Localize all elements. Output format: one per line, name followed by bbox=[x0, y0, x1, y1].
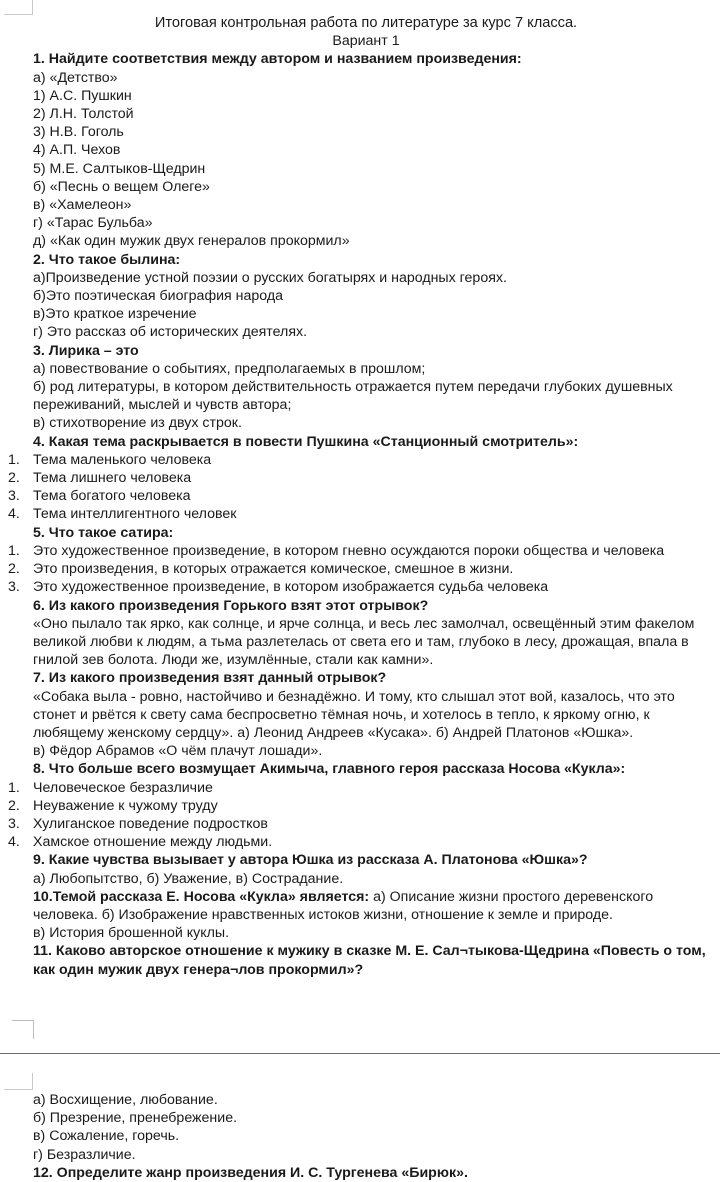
option-text: Тема интеллигентного человек bbox=[33, 506, 237, 523]
q1-line: 4) А.П. Чехов bbox=[33, 142, 121, 159]
question-10-block bbox=[0, 888, 720, 924]
question-4: 4. Какая тема раскрывается в повести Пушкина «Станционный смотритель»: bbox=[33, 433, 579, 450]
question-10: 10.Темой рассказа Е. Носова «Кукла» является: bbox=[33, 888, 370, 905]
option-number: 4. bbox=[8, 506, 20, 523]
q5-option bbox=[0, 578, 720, 596]
q8-option bbox=[0, 815, 720, 833]
document-title: Итоговая контрольная работа по литературе за курс 7 класса. bbox=[154, 15, 578, 31]
q3-option: в) стихотворение из двух строк. bbox=[33, 415, 242, 432]
q11-option: в) Сожаление, горечь. bbox=[33, 1128, 180, 1145]
option-number: 1. bbox=[8, 451, 20, 468]
question-3: 3. Лирика – это bbox=[33, 342, 139, 359]
q1-line: г) «Тарас Бульба» bbox=[33, 215, 153, 232]
q5-option bbox=[0, 542, 720, 560]
option-text: Хамское отношение между людьми. bbox=[33, 834, 273, 851]
page-break-divider bbox=[0, 1053, 720, 1054]
q3-option: б) род литературы, в котором действительность отражается путем передачи глубоких душевных переживаний, мыслей и чувств автора; bbox=[33, 379, 673, 414]
option-number: 3. bbox=[8, 815, 20, 832]
option-text: Это произведения, в которых отражается комическое, смешное в жизни. bbox=[33, 561, 514, 578]
question-5: 5. Что такое сатира: bbox=[33, 524, 174, 541]
option-number: 4. bbox=[8, 834, 20, 851]
q1-line: 1) А.С. Пушкин bbox=[33, 87, 132, 104]
option-text: Это художественное произведение, в котором изображается судьба человека bbox=[33, 579, 549, 596]
q10-options: а) Описание жизни простого деревенского человека. б) Изображение нравственных истоков жизни, отношение к земле и природе. bbox=[33, 888, 654, 923]
q8-option bbox=[0, 797, 720, 815]
document-page-1 bbox=[0, 14, 720, 979]
option-text: Тема богатого человека bbox=[33, 488, 191, 505]
question-12: 12. Определите жанр произведения И. С. Тургенева «Бирюк». bbox=[33, 1164, 468, 1181]
option-text: Человеческое безразличие bbox=[33, 779, 213, 796]
option-text: Тема маленького человека bbox=[33, 451, 212, 468]
question-1: 1. Найдите соответствия между автором и названием произведения: bbox=[33, 51, 522, 68]
document-page-2 bbox=[0, 1091, 720, 1182]
q3-option: а) повествование о событиях, предполагаемых в прошлом; bbox=[33, 360, 426, 377]
q6-excerpt: «Оно пылало так ярко, как солнце, и ярче солнца, и весь лес замолчал, освещённый этим факелом великой любви к людям, а тьма разлетелась от света его и там, глубоко в лесу, дрожащая, впала в гнилой зев болота. Люди же, изумлённые, стали как камни». bbox=[33, 615, 695, 669]
question-8: 8. Что больше всего возмущает Акимыча, главного героя рассказа Носова «Кукла»: bbox=[33, 761, 626, 778]
option-number: 1. bbox=[8, 779, 20, 796]
q2-option: б)Это поэтическая биография народа bbox=[33, 288, 284, 305]
q8-option bbox=[0, 779, 720, 797]
q4-option bbox=[0, 487, 720, 505]
question-11: 11. Каково авторское отношение к мужику в сказке М. Е. Сал¬тыкова-Щедрина «Повесть о том, как один мужик двух генера¬лов прокормил»? bbox=[33, 943, 706, 978]
option-number: 2. bbox=[8, 561, 20, 578]
q8-option bbox=[0, 833, 720, 851]
q11-option: б) Презрение, пренебрежение. bbox=[33, 1110, 238, 1127]
question-2: 2. Что такое былина: bbox=[33, 251, 181, 268]
q11-option: а) Восхищение, любование. bbox=[33, 1092, 218, 1108]
q1-line: д) «Как один мужик двух генералов прокормил» bbox=[33, 233, 350, 250]
q1-line: в) «Хамелеон» bbox=[33, 197, 132, 214]
option-number: 1. bbox=[8, 542, 20, 559]
q1-line: 3) Н.В. Гоголь bbox=[33, 124, 124, 141]
option-text: Тема лишнего человека bbox=[33, 470, 192, 487]
question-6: 6. Из какого произведения Горького взят этот отрывок? bbox=[33, 597, 429, 614]
q1-line: 2) Л.Н. Толстой bbox=[33, 106, 134, 123]
option-number: 3. bbox=[8, 579, 20, 596]
document-variant: Вариант 1 bbox=[332, 33, 400, 50]
option-text: Это художественное произведение, в котором гневно осуждаются пороки общества и человека bbox=[33, 542, 665, 559]
q4-option bbox=[0, 505, 720, 523]
page-corner-mark bbox=[12, 1020, 34, 1021]
q1-line: а) «Детство» bbox=[33, 69, 118, 86]
option-text: Хулиганское поведение подростков bbox=[33, 815, 268, 832]
option-number: 3. bbox=[8, 488, 20, 505]
q7-excerpt: «Собака выла - ровно, настойчиво и безнадёжно. И тому, кто слышал этот вой, казалось, что это стонет и рвётся к свету сама беспросветно тёмная ночь, и хотелось в тепло, к яркому огню, к любящему женскому сердцу». а) Леонид Андреев «Кусака». б) Андрей Платонов «Юшка». bbox=[33, 688, 675, 741]
option-number: 2. bbox=[8, 797, 20, 814]
page-corner-mark bbox=[4, 0, 33, 15]
q9-options: а) Любопытство, б) Уважение, в) Сострадание. bbox=[33, 870, 344, 887]
q4-option bbox=[0, 469, 720, 487]
q1-line: 5) М.Е. Салтыков-Щедрин bbox=[33, 160, 206, 177]
q2-option: в)Это краткое изречение bbox=[33, 306, 197, 323]
question-9: 9. Какие чувства вызывает у автора Юшка из рассказа А. Платонова «Юшка»? bbox=[33, 852, 588, 869]
q2-option: г) Это рассказ об исторических деятелях. bbox=[33, 324, 308, 341]
q2-option: а)Произведение устной поэзии о русских богатырях и народных героях. bbox=[33, 269, 507, 286]
page-corner-mark bbox=[4, 1073, 33, 1090]
q4-option bbox=[0, 451, 720, 469]
q1-line: б) «Песнь о вещем Олеге» bbox=[33, 178, 210, 195]
q11-option: г) Безразличие. bbox=[33, 1146, 136, 1163]
q5-option bbox=[0, 560, 720, 578]
option-number: 2. bbox=[8, 470, 20, 487]
page-corner-mark bbox=[33, 1020, 34, 1039]
question-7: 7. Из какого произведения взят данный отрывок? bbox=[33, 670, 387, 687]
q10-option: в) История брошенной куклы. bbox=[33, 925, 230, 942]
option-text: Неуважение к чужому труду bbox=[33, 797, 218, 814]
q7-option: в) Фёдор Абрамов «О чём плачут лошади». bbox=[33, 743, 323, 760]
